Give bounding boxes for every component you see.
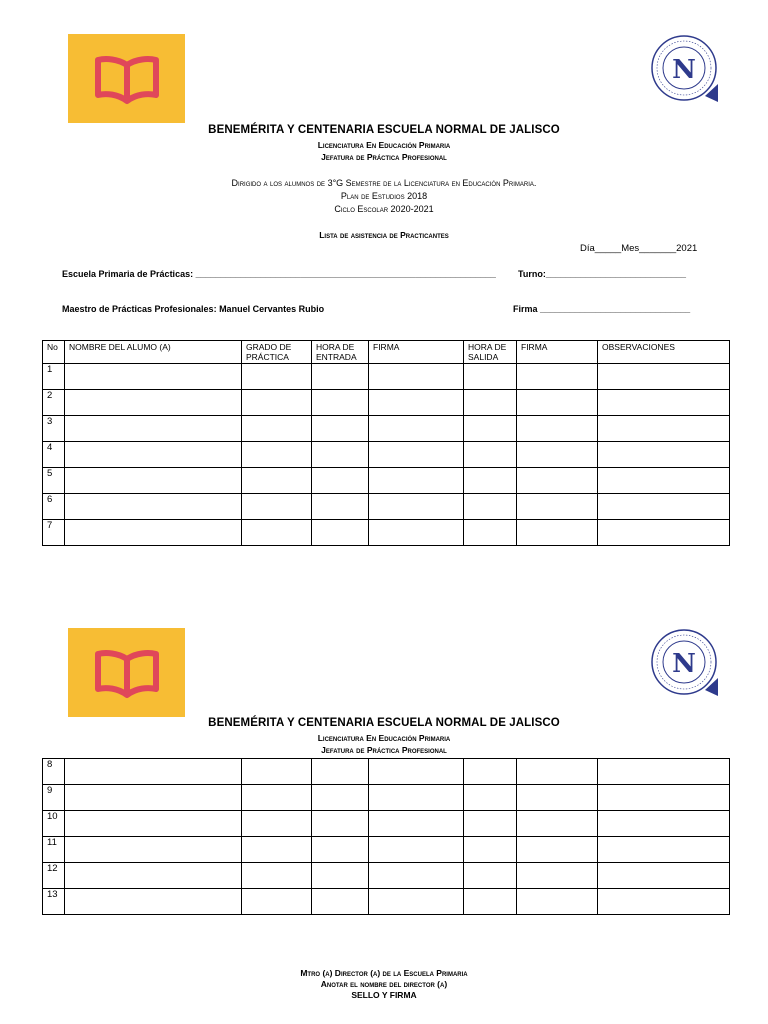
entry-cell[interactable] (312, 416, 369, 442)
header-signature: FIRMA (369, 341, 464, 364)
table-row (43, 364, 730, 390)
observations-cell[interactable] (598, 442, 730, 468)
exit-cell[interactable] (464, 520, 517, 546)
grade-cell[interactable] (242, 390, 312, 416)
grade-cell[interactable] (242, 837, 312, 863)
row-number: 5 (43, 468, 65, 494)
signature-cell-2[interactable] (517, 416, 598, 442)
exit-cell[interactable] (464, 863, 517, 889)
attendance-table (42, 340, 730, 546)
school-seal-icon (650, 628, 718, 696)
table-row (43, 494, 730, 520)
program-name: Licenciatura En Educación Primaria (317, 140, 451, 150)
logo-box (68, 34, 185, 123)
svg-text:N: N (672, 649, 696, 679)
table-row (43, 390, 730, 416)
date-line: Día_____Mes_______2021 (580, 243, 698, 254)
name-cell[interactable] (65, 468, 242, 494)
grade-cell[interactable] (242, 442, 312, 468)
observations-cell[interactable] (598, 837, 730, 863)
signature-cell-2[interactable] (517, 889, 598, 915)
grade-cell[interactable] (242, 759, 312, 785)
entry-cell[interactable] (312, 520, 369, 546)
signature-cell[interactable] (369, 364, 464, 390)
entry-cell[interactable] (312, 759, 369, 785)
exit-cell[interactable] (464, 390, 517, 416)
table-row (43, 759, 730, 785)
table-row (43, 442, 730, 468)
institution-title: BENEMÉRITA Y CENTENARIA ESCUELA NORMAL DE JALISCO (208, 124, 560, 136)
signature-cell-2[interactable] (517, 837, 598, 863)
table-row (43, 889, 730, 915)
observations-cell[interactable] (598, 364, 730, 390)
program-name: Licenciatura En Educación Primaria (317, 733, 451, 743)
exit-cell[interactable] (464, 364, 517, 390)
grade-cell[interactable] (242, 520, 312, 546)
list-title: Lista de asistencia de Practicantes (319, 230, 449, 240)
department-name: Jefatura de Práctica Profesional (321, 152, 447, 162)
header-exit-time: HORA DE SALIDA (464, 341, 517, 364)
stamp-signature-label: SELLO Y FIRMA (351, 990, 417, 1000)
director-note: Anotar el nombre del director (a) (320, 979, 448, 989)
signature-cell-2[interactable] (517, 520, 598, 546)
observations-cell[interactable] (598, 863, 730, 889)
signature-cell[interactable] (369, 416, 464, 442)
row-number: 9 (43, 785, 65, 811)
entry-cell[interactable] (312, 837, 369, 863)
exit-cell[interactable] (464, 468, 517, 494)
entry-cell[interactable] (312, 863, 369, 889)
open-book-icon (92, 51, 162, 107)
observations-cell[interactable] (598, 494, 730, 520)
signature-cell[interactable] (369, 468, 464, 494)
header-no: No (43, 341, 65, 364)
signature-cell[interactable] (369, 442, 464, 468)
entry-cell[interactable] (312, 442, 369, 468)
row-number: 13 (43, 889, 65, 915)
row-number: 2 (43, 390, 65, 416)
signature-field: Firma ______________________________ (513, 304, 691, 314)
row-number: 8 (43, 759, 65, 785)
grade-cell[interactable] (242, 468, 312, 494)
name-cell[interactable] (65, 863, 242, 889)
grade-cell[interactable] (242, 494, 312, 520)
entry-cell[interactable] (312, 468, 369, 494)
name-cell[interactable] (65, 889, 242, 915)
signature-cell[interactable] (369, 390, 464, 416)
header-name: NOMBRE DEL ALUMO (A) (65, 341, 242, 364)
observations-cell[interactable] (598, 468, 730, 494)
header-grade: GRADO DE PRÁCTICA (242, 341, 312, 364)
signature-cell[interactable] (369, 863, 464, 889)
intro-line-2: Plan de Estudios 2018 (340, 191, 428, 201)
name-cell[interactable] (65, 494, 242, 520)
entry-cell[interactable] (312, 785, 369, 811)
intro-line-3: Ciclo Escolar 2020-2021 (334, 204, 434, 214)
observations-cell[interactable] (598, 785, 730, 811)
grade-cell[interactable] (242, 889, 312, 915)
grade-cell[interactable] (242, 863, 312, 889)
observations-cell[interactable] (598, 520, 730, 546)
observations-cell[interactable] (598, 811, 730, 837)
signature-cell[interactable] (369, 837, 464, 863)
name-cell[interactable] (65, 364, 242, 390)
turno-field: Turno:____________________________ (518, 269, 686, 279)
grade-cell[interactable] (242, 416, 312, 442)
row-number: 11 (43, 837, 65, 863)
entry-cell[interactable] (312, 494, 369, 520)
row-number: 3 (43, 416, 65, 442)
signature-cell-2[interactable] (517, 442, 598, 468)
signature-cell-2[interactable] (517, 468, 598, 494)
name-cell[interactable] (65, 416, 242, 442)
entry-cell[interactable] (312, 390, 369, 416)
grade-cell[interactable] (242, 364, 312, 390)
signature-cell[interactable] (369, 785, 464, 811)
signature-cell[interactable] (369, 811, 464, 837)
observations-cell[interactable] (598, 889, 730, 915)
signature-cell-2[interactable] (517, 390, 598, 416)
signature-cell[interactable] (369, 759, 464, 785)
department-name: Jefatura de Práctica Profesional (321, 745, 447, 755)
signature-cell[interactable] (369, 889, 464, 915)
signature-cell[interactable] (369, 494, 464, 520)
table-row (43, 785, 730, 811)
table-header-row (43, 341, 730, 364)
table-row (43, 468, 730, 494)
name-cell[interactable] (65, 520, 242, 546)
observations-cell[interactable] (598, 390, 730, 416)
school-seal-icon (650, 34, 718, 102)
intro-line-1: Dirigido a los alumnos de 3°G Semestre de la Licenciatura en Educación Primaria. (231, 178, 537, 188)
header-signature-2: FIRMA (517, 341, 598, 364)
grade-cell[interactable] (242, 811, 312, 837)
exit-cell[interactable] (464, 416, 517, 442)
header-observations: OBSERVACIONES (598, 341, 730, 364)
table-row (43, 520, 730, 546)
name-cell[interactable] (65, 811, 242, 837)
observations-cell[interactable] (598, 416, 730, 442)
grade-cell[interactable] (242, 785, 312, 811)
institution-title: BENEMÉRITA Y CENTENARIA ESCUELA NORMAL DE JALISCO (208, 717, 560, 729)
signature-cell-2[interactable] (517, 364, 598, 390)
signature-cell-2[interactable] (517, 785, 598, 811)
table-row (43, 416, 730, 442)
name-cell[interactable] (65, 759, 242, 785)
row-number: 6 (43, 494, 65, 520)
director-line: Mtro (a) Director (a) de la Escuela Primaria (300, 968, 468, 978)
signature-cell-2[interactable] (517, 811, 598, 837)
row-number: 4 (43, 442, 65, 468)
svg-text:N: N (672, 55, 696, 85)
exit-cell[interactable] (464, 494, 517, 520)
row-number: 12 (43, 863, 65, 889)
exit-cell[interactable] (464, 889, 517, 915)
table-row (43, 811, 730, 837)
name-cell[interactable] (65, 785, 242, 811)
signature-cell-2[interactable] (517, 494, 598, 520)
row-number: 1 (43, 364, 65, 390)
teacher-field: Maestro de Prácticas Profesionales: Manuel Cervantes Rubio (62, 304, 325, 314)
open-book-icon (92, 645, 162, 701)
exit-cell[interactable] (464, 759, 517, 785)
name-cell[interactable] (65, 837, 242, 863)
observations-cell[interactable] (598, 759, 730, 785)
attendance-table-continued (42, 758, 730, 915)
entry-cell[interactable] (312, 364, 369, 390)
exit-cell[interactable] (464, 837, 517, 863)
exit-cell[interactable] (464, 811, 517, 837)
signature-cell-2[interactable] (517, 863, 598, 889)
exit-cell[interactable] (464, 785, 517, 811)
entry-cell[interactable] (312, 889, 369, 915)
exit-cell[interactable] (464, 442, 517, 468)
table-row (43, 863, 730, 889)
entry-cell[interactable] (312, 811, 369, 837)
school-field: Escuela Primaria de Prácticas: ____________________________________________________________ (62, 269, 496, 279)
table-row (43, 837, 730, 863)
row-number: 7 (43, 520, 65, 546)
row-number: 10 (43, 811, 65, 837)
logo-box (68, 628, 185, 717)
header-entry-time: HORA DE ENTRADA (312, 341, 369, 364)
signature-cell-2[interactable] (517, 759, 598, 785)
name-cell[interactable] (65, 390, 242, 416)
signature-cell[interactable] (369, 520, 464, 546)
name-cell[interactable] (65, 442, 242, 468)
